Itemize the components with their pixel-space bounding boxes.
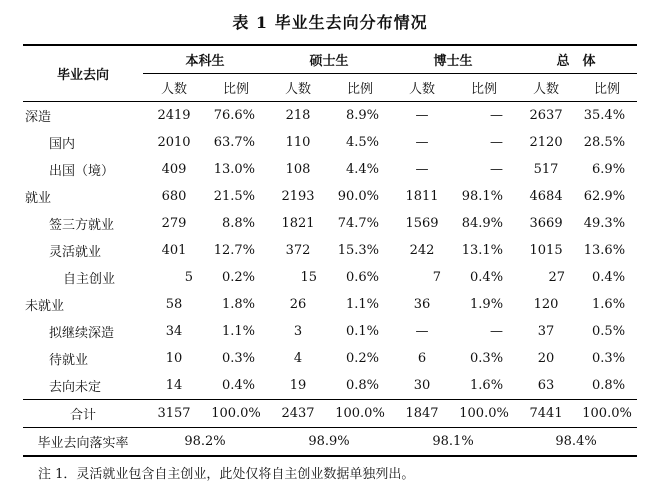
table-cell: 98.2%	[143, 428, 267, 457]
table-cell: 0.4%	[592, 270, 626, 285]
table-cell: 58	[165, 297, 183, 312]
sub-header-ratio: 比例	[347, 82, 374, 97]
row-label: 去向未定	[49, 380, 102, 395]
table-cell: 2419	[143, 102, 205, 130]
table-cell: 28.5%	[583, 135, 626, 150]
table-cell: 98.1%	[391, 428, 515, 457]
table-cell: 2637	[515, 102, 577, 130]
sub-header-count: 人数	[160, 82, 187, 97]
row-label: 签三方就业	[49, 218, 115, 233]
table-cell: 1.1%	[221, 324, 256, 339]
rate-row	[23, 428, 637, 457]
table-cell: —	[490, 324, 504, 339]
table-cell: —	[415, 324, 429, 339]
table-cell: 63	[537, 378, 555, 393]
table-cell: 6.9%	[592, 162, 626, 177]
table-cell: 74.7%	[337, 216, 380, 231]
table-cell: 62.9%	[583, 189, 626, 204]
table-cell: 76.6%	[205, 102, 267, 130]
table-cell: 401	[161, 243, 187, 258]
table-row	[23, 291, 637, 318]
row-label: 深造	[23, 102, 143, 130]
table-row	[23, 345, 637, 372]
table-cell: 15	[300, 270, 318, 285]
total-row	[23, 400, 637, 428]
table-cell: 10	[165, 351, 183, 366]
table-cell: 36	[413, 297, 431, 312]
table-cell: 2193	[281, 189, 315, 204]
table-row	[23, 183, 637, 210]
table-cell: 12.7%	[213, 243, 256, 258]
table-cell: 13.1%	[461, 243, 504, 258]
row-label: 自主创业	[63, 272, 116, 287]
table-cell: 63.7%	[213, 135, 256, 150]
table-cell: 0.3%	[470, 351, 504, 366]
table-cell: 1.1%	[346, 297, 380, 312]
table-cell: 108	[285, 162, 311, 177]
rate-label: 毕业去向落实率	[23, 428, 143, 457]
table-cell: 37	[537, 324, 555, 339]
sub-header-count: 人数	[409, 82, 436, 97]
table-cell: 14	[165, 378, 183, 393]
table-cell: 90.0%	[337, 189, 380, 204]
table-cell: 1.6%	[470, 378, 504, 393]
table-cell: 1.8%	[221, 297, 256, 312]
table-row	[23, 318, 637, 345]
table-cell: 1811	[405, 189, 439, 204]
table-cell: 1821	[281, 216, 315, 231]
table-cell: 2120	[529, 135, 563, 150]
table-row	[23, 129, 637, 156]
table-cell: 30	[413, 378, 431, 393]
table-title: 表 1 毕业生去向分布情况	[232, 13, 428, 32]
table-cell: 100.0%	[329, 400, 391, 428]
table-cell: 0.4%	[221, 378, 256, 393]
sub-header-ratio: 比例	[594, 82, 621, 97]
table-cell: 2437	[267, 400, 329, 428]
table-cell: 3669	[529, 216, 563, 231]
table-cell: 8.8%	[221, 216, 256, 231]
table-cell: 1015	[529, 243, 563, 258]
table-cell: 110	[285, 135, 311, 150]
table-cell: —	[490, 135, 504, 150]
table-cell: 5	[184, 270, 193, 285]
row-label: 国内	[49, 137, 76, 152]
table-cell: 49.3%	[583, 216, 626, 231]
row-label-header: 毕业去向	[23, 45, 143, 102]
table-cell: 4684	[529, 189, 563, 204]
table-cell: 98.9%	[267, 428, 391, 457]
group-header-master: 硕士生	[267, 45, 391, 74]
table-cell: 0.1%	[346, 324, 380, 339]
table-cell: —	[490, 162, 504, 177]
sub-header-ratio: 比例	[471, 82, 498, 97]
group-header-doctor: 博士生	[391, 45, 515, 74]
table-row	[23, 210, 637, 237]
table-row	[23, 102, 637, 130]
row-label: 出国（境）	[49, 164, 115, 179]
table-cell: 6	[417, 351, 427, 366]
table-row	[23, 264, 637, 291]
table-cell: 0.6%	[346, 270, 380, 285]
table-cell: 84.9%	[461, 216, 504, 231]
row-label: 未就业	[25, 299, 65, 314]
sub-header-count: 人数	[285, 82, 312, 97]
table-footnote: 注 1．灵活就业包含自主创业，此处仅将自主创业数据单独列出。	[38, 467, 415, 482]
table-cell: 1.6%	[592, 297, 626, 312]
table-cell: 13.6%	[583, 243, 626, 258]
table-cell: 279	[161, 216, 187, 231]
row-label: 灵活就业	[49, 245, 102, 260]
row-label: 就业	[25, 191, 52, 206]
group-header-undergrad: 本科生	[143, 45, 267, 74]
table-cell: 34	[165, 324, 183, 339]
table-cell: 120	[533, 297, 559, 312]
table-cell: 0.4%	[470, 270, 504, 285]
table-cell: 100.0%	[205, 400, 267, 428]
table-cell: 35.4%	[577, 102, 637, 130]
table-cell: 0.3%	[221, 351, 256, 366]
table-cell: 680	[161, 189, 187, 204]
table-cell: —	[453, 102, 515, 130]
table-cell: 4.4%	[346, 162, 380, 177]
table-cell: 8.9%	[329, 102, 391, 130]
group-header-overall: 总 体	[515, 45, 637, 74]
table-cell: 21.5%	[213, 189, 256, 204]
table-cell: 0.2%	[346, 351, 380, 366]
table-cell: 15.3%	[337, 243, 380, 258]
table-cell: 409	[161, 162, 187, 177]
table-cell: 98.1%	[461, 189, 504, 204]
table-cell: —	[391, 102, 453, 130]
graduate-destination-table	[23, 44, 637, 457]
sub-header-count: 人数	[533, 82, 560, 97]
table-cell: —	[415, 135, 429, 150]
table-cell: 0.3%	[592, 351, 626, 366]
table-row	[23, 237, 637, 264]
row-label: 拟继续深造	[49, 326, 115, 341]
table-cell: 0.8%	[592, 378, 626, 393]
sub-header-ratio: 比例	[223, 82, 250, 97]
table-cell: 19	[289, 378, 307, 393]
table-cell: 0.5%	[592, 324, 626, 339]
table-cell: 218	[267, 102, 329, 130]
table-cell: 4	[293, 351, 303, 366]
table-cell: 0.8%	[346, 378, 380, 393]
row-label: 待就业	[49, 353, 89, 368]
table-cell: 3157	[143, 400, 205, 428]
table-cell: 372	[285, 243, 311, 258]
table-cell: 1569	[405, 216, 439, 231]
table-cell: 100.0%	[577, 400, 637, 428]
table-cell: 2010	[157, 135, 191, 150]
table-cell: 1847	[391, 400, 453, 428]
table-cell: 26	[289, 297, 307, 312]
table-cell: 3	[293, 324, 303, 339]
table-row	[23, 156, 637, 183]
table-cell: 517	[533, 162, 559, 177]
table-cell: —	[415, 162, 429, 177]
total-label: 合计	[23, 400, 143, 428]
table-cell: 98.4%	[515, 428, 637, 457]
table-cell: 0.2%	[221, 270, 256, 285]
table-cell: 100.0%	[453, 400, 515, 428]
table-row	[23, 372, 637, 400]
table-cell: 4.5%	[346, 135, 380, 150]
table-cell: 27	[548, 270, 566, 285]
table-cell: 13.0%	[213, 162, 256, 177]
table-cell: 1.9%	[470, 297, 504, 312]
table-cell: 7	[432, 270, 442, 285]
table-cell: 7441	[515, 400, 577, 428]
table-cell: 242	[409, 243, 435, 258]
table-cell: 20	[537, 351, 555, 366]
